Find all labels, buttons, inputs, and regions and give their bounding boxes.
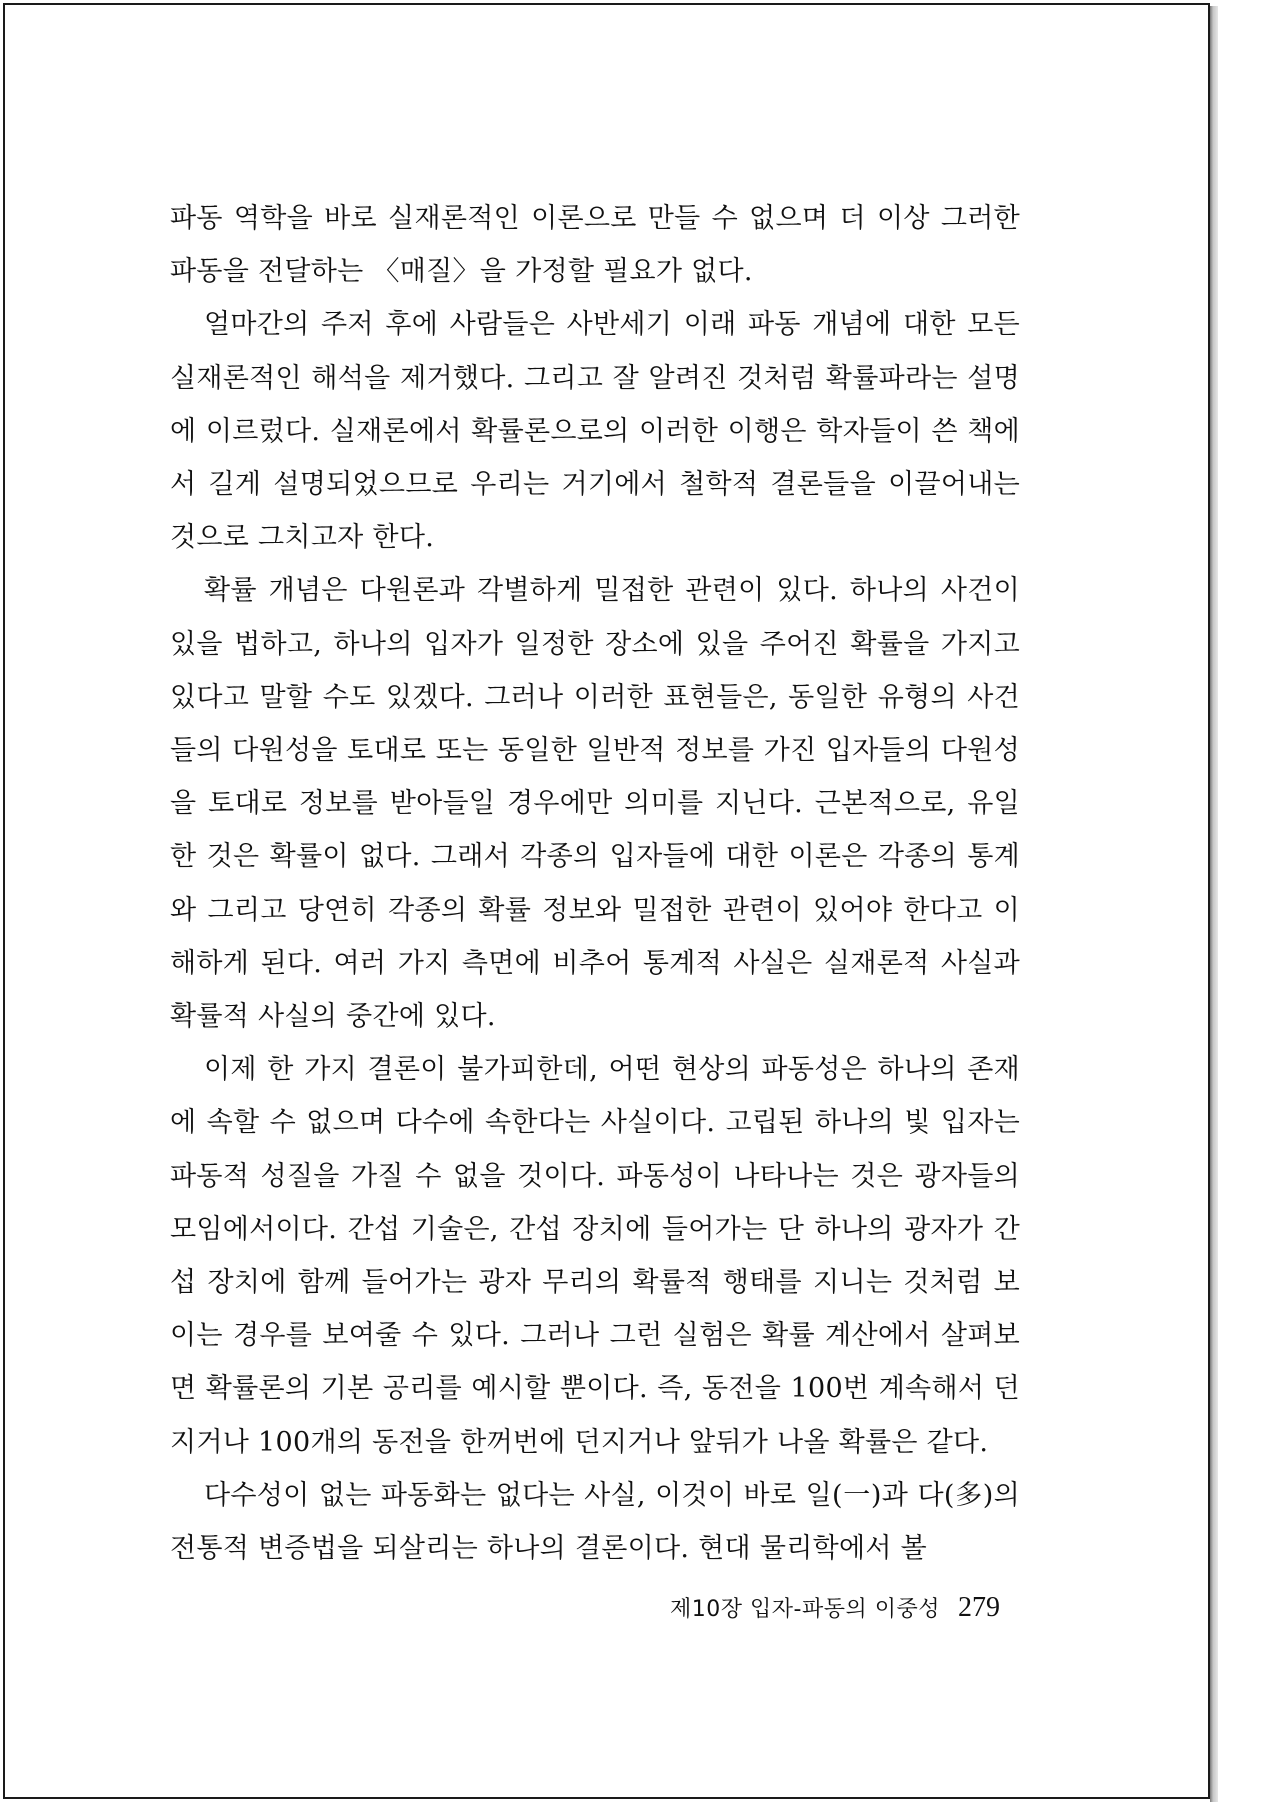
paragraph: 얼마간의 주저 후에 사람들은 사반세기 이래 파동 개념에 대한 모든 실재론적인 해석을 제거했다. 그리고 잘 알려진 것처럼 확률파라는 설명에 이르렀다. 실재론에서 확률론으로의 이러한 이행은 학자들이 쓴 책에서 길게 설명되었으므로 우리는 거기에서 철학적 결론들을 이끌어내는 것으로 그치고자 한다. xyxy=(170,309,1020,554)
page-number: 279 xyxy=(958,1592,1000,1623)
running-footer xyxy=(640,1588,1000,1630)
body-text xyxy=(170,192,1020,1575)
paragraph: 확률 개념은 다원론과 각별하게 밀접한 관련이 있다. 하나의 사건이 있을 법하고, 하나의 입자가 일정한 장소에 있을 주어진 확률을 가지고 있다고 말할 수도 있겠다. 그러나 이러한 표현들은, 동일한 유형의 사건들의 다원성을 토대로 또는 동일한 일반적 정보를 가진 입자들의 다원성을 토대로 정보를 받아들일 경우에만 의미를 지닌다. 근본적으로, 유일한 것은 확률이 없다. 그래서 각종의 입자들에 대한 이론은 각종의 통계와 그리고 당연히 각종의 확률 정보와 밀접한 관련이 있어야 한다고 이해하게 된다. 여러 가지 측면에 비추어 통계적 사실은 실재론적 사실과 확률적 사실의 중간에 있다. xyxy=(170,575,1020,1033)
chapter-title: 제10장 입자-파동의 이중성 xyxy=(670,1597,940,1622)
paragraph: 다수성이 없는 파동화는 없다는 사실, 이것이 바로 일(一)과 다(多)의 전통적 변증법을 되살리는 하나의 결론이다. 현대 물리학에서 볼 xyxy=(170,1479,1020,1565)
paragraph: 이제 한 가지 결론이 불가피한데, 어떤 현상의 파동성은 하나의 존재에 속할 수 없으며 다수에 속한다는 사실이다. 고립된 하나의 빛 입자는 파동적 성질을 가질 수 없을 것이다. 파동성이 나타나는 것은 광자들의 모임에서이다. 간섭 기술은, 간섭 장치에 들어가는 단 하나의 광자가 간섭 장치에 함께 들어가는 광자 무리의 확률적 행태를 지니는 것처럼 보이는 경우를 보여줄 수 있다. 그러나 그런 실험은 확률 계산에서 살펴보면 확률론의 기본 공리를 예시할 뿐이다. 즉, 동전을 100번 계속해서 던지거나 100개의 동전을 한꺼번에 던지거나 앞뒤가 나올 확률은 같다. xyxy=(170,1054,1020,1458)
paragraph: 파동 역학을 바로 실재론적인 이론으로 만들 수 없으며 더 이상 그러한 파동을 전달하는 〈매질〉을 가정할 필요가 없다. xyxy=(170,203,1020,288)
page-edge-shadow xyxy=(1210,6,1218,1802)
